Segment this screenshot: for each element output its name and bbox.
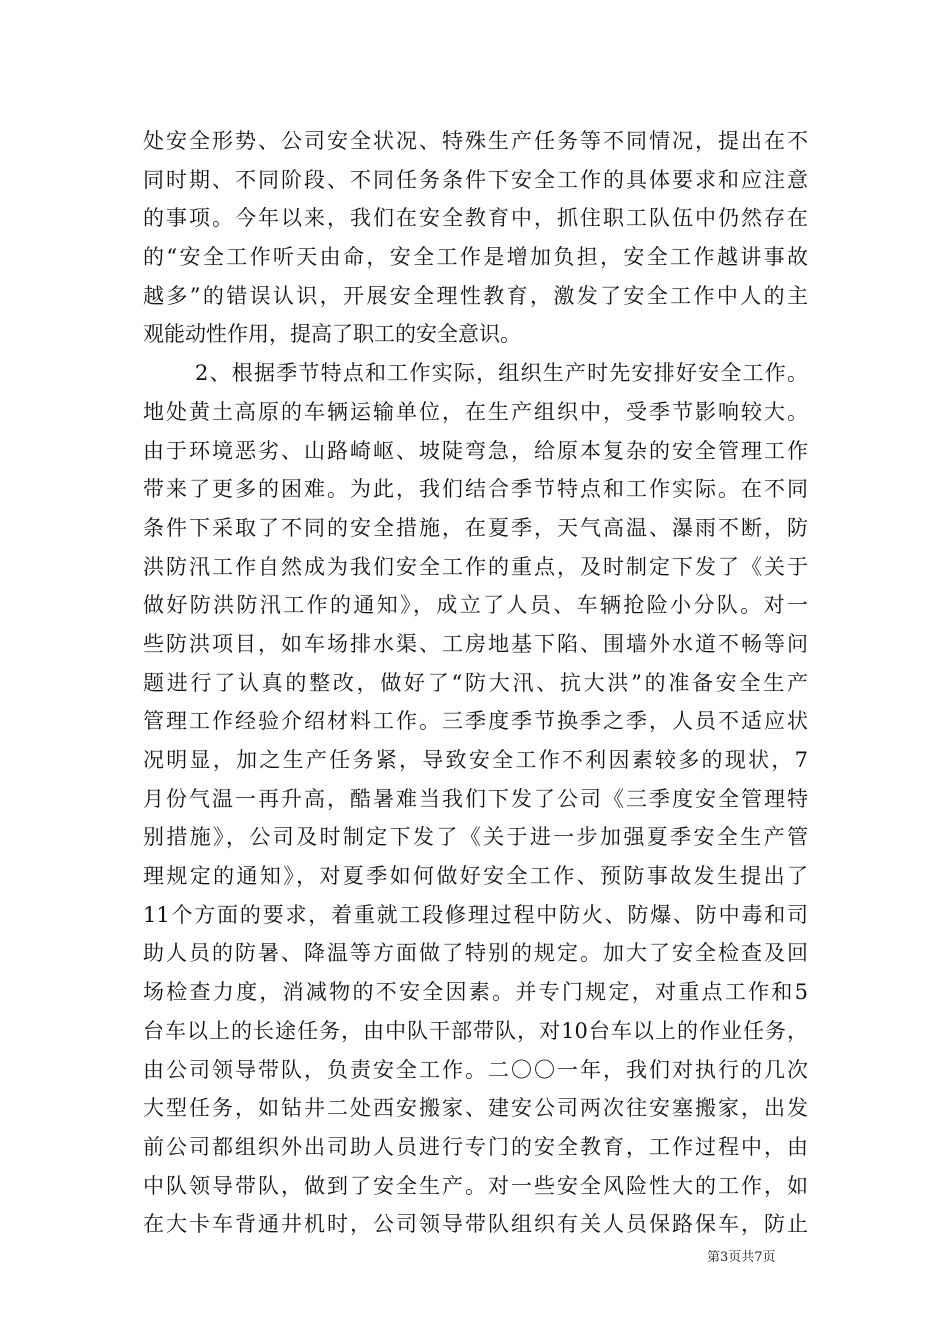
text-line: 题进行了认真的整改，做好了“防大汛、抗大洪”的准备安全生产 — [143, 670, 808, 695]
text-line: 中队领导带队，做到了安全生产。对一些安全风险性大的工作，如 — [143, 1173, 808, 1198]
text-line: 些防洪项目，如车场排水渠、工房地基下陷、围墙外水道不畅等问 — [143, 631, 808, 656]
text-line: 理规定的通知》，对夏季如何做好安全工作、预防事故发生提出了 — [143, 864, 808, 889]
text-line: 管理工作经验介绍材料工作。三季度季节换季之季，人员不适应状 — [143, 709, 808, 734]
text-line: 月份气温一再升高，酷暑难当我们下发了公司《三季度安全管理特 — [143, 786, 808, 811]
text-line: 台车以上的长途任务，由中队干部带队，对10台车以上的作业任务， — [143, 1018, 808, 1043]
text-line: 助人员的防暑、降温等方面做了特别的规定。加大了安全检查及回 — [143, 941, 808, 966]
text-line: 观能动性作用，提高了职工的安全意识。 — [143, 322, 521, 347]
text-line: 地处黄土高原的车辆运输单位，在生产组织中，受季节影响较大。 — [143, 399, 808, 424]
text-line: 带来了更多的困难。为此，我们结合季节特点和工作实际。在不同 — [143, 477, 808, 502]
text-line: 况明显，加之生产任务紧，导致安全工作不利因素较多的现状，7 — [143, 748, 808, 772]
text-line: 前公司都组织外出司助人员进行专门的安全教育，工作过程中，由 — [143, 1134, 808, 1159]
text-line: 场检查力度，消减物的不安全因素。并专门规定，对重点工作和5 — [143, 980, 808, 1005]
text-line: 11个方面的要求，着重就工段修理过程中防火、防爆、防中毒和司 — [143, 902, 808, 927]
text-line: 由于环境恶劣、山路崎岖、坡陡弯急，给原本复杂的安全管理工作 — [143, 438, 808, 463]
text-line: 同时期、不同阶段、不同任务条件下安全工作的具体要求和应注意 — [143, 167, 808, 192]
text-line: 处安全形势、公司安全状况、特殊生产任务等不同情况，提出在不 — [143, 129, 808, 153]
text-line: 大型任务，如钻井二处西安搬家、建安公司两次往安塞搬家，出发 — [143, 1096, 808, 1121]
text-line: 越多”的错误认识，开展安全理性教育，激发了安全工作中人的主 — [143, 283, 808, 308]
text-line: 在大卡车背通井机时，公司领导带队组织有关人员保路保车，防止 — [143, 1212, 808, 1237]
text-line: 别措施》，公司及时制定下发了《关于进一步加强夏季安全生产管 — [143, 825, 808, 850]
text-line: 的事项。今年以来，我们在安全教育中，抓住职工队伍中仍然存在 — [143, 206, 808, 231]
text-line: 由公司领导带队，负责安全工作。二〇〇一年，我们对执行的几次 — [143, 1057, 808, 1082]
text-line: 条件下采取了不同的安全措施，在夏季，天气高温、瀑雨不断，防 — [143, 515, 808, 540]
text-line: 的“安全工作听天由命，安全工作是增加负担，安全工作越讲事故 — [143, 245, 808, 270]
text-line: 做好防洪防汛工作的通知》，成立了人员、车辆抢险小分队。对一 — [143, 593, 808, 618]
paragraph-start-line: 2、根据季节特点和工作实际，组织生产时先安排好安全工作。 — [195, 361, 808, 386]
body-text — [143, 122, 808, 1244]
text-line: 洪防汛工作自然成为我们安全工作的重点，及时制定下发了《关于 — [143, 554, 808, 579]
page-number: 第3页共7页 — [707, 1250, 776, 1265]
